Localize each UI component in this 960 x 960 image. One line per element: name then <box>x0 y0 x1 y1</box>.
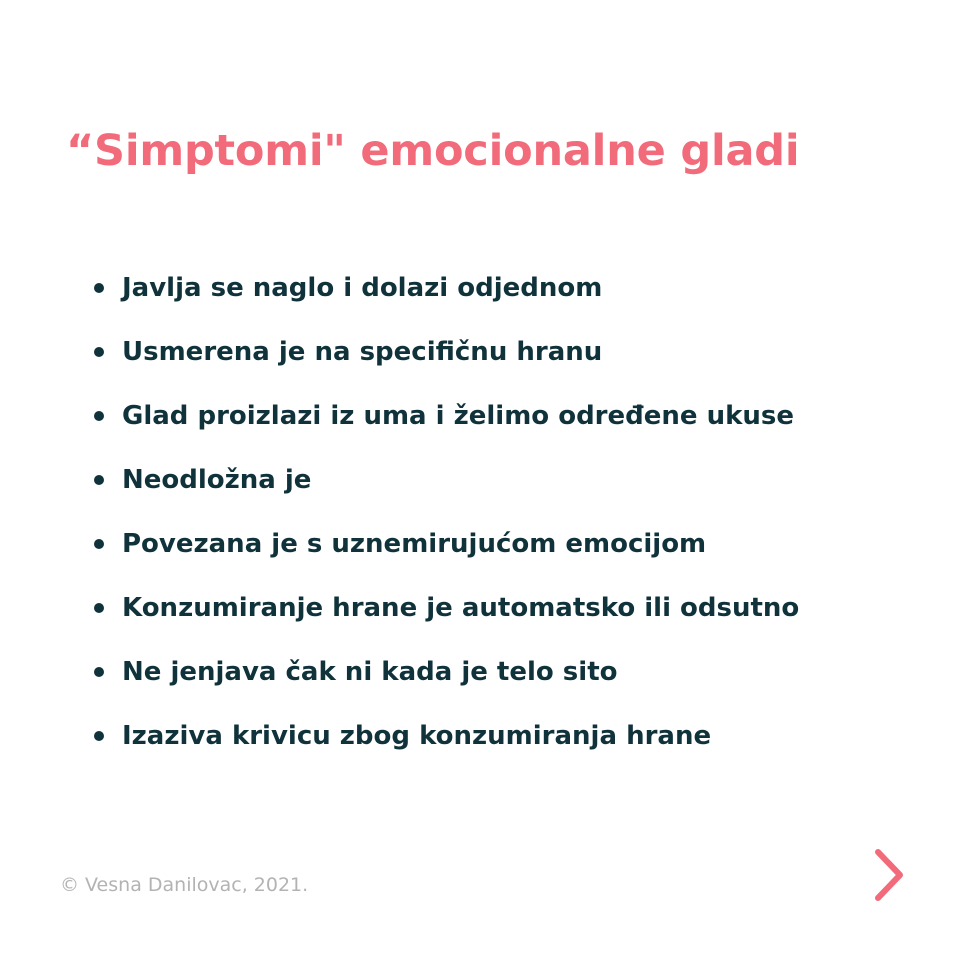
list-item <box>94 384 934 448</box>
bullet-icon <box>94 283 104 293</box>
list-item-text: Konzumiranje hrane je automatsko ili odsutno <box>122 593 800 623</box>
bullet-icon <box>94 347 104 357</box>
bullet-icon <box>94 475 104 485</box>
bullet-icon <box>94 539 104 549</box>
list-item-text: Usmerena je na specifičnu hranu <box>122 337 603 367</box>
list-item <box>94 640 934 704</box>
next-slide-button[interactable] <box>866 846 914 904</box>
list-item-text: Ne jenjava čak ni kada je telo sito <box>122 657 618 687</box>
list-item <box>94 320 934 384</box>
list-item-text: Neodložna je <box>122 465 312 495</box>
bullet-icon <box>94 603 104 613</box>
bullet-icon <box>94 731 104 741</box>
copyright-text: © Vesna Danilovac, 2021. <box>60 874 309 896</box>
list-item-text: Izaziva krivicu zbog konzumiranja hrane <box>122 721 712 751</box>
list-item <box>94 448 934 512</box>
slide-title: “Simptomi" emocionalne gladi <box>66 126 800 176</box>
bullet-icon <box>94 411 104 421</box>
list-item-text: Javlja se naglo i dolazi odjednom <box>122 273 603 303</box>
list-item <box>94 512 934 576</box>
list-item <box>94 576 934 640</box>
symptom-list <box>94 256 934 768</box>
list-item <box>94 256 934 320</box>
chevron-right-icon <box>866 846 914 904</box>
bullet-icon <box>94 667 104 677</box>
list-item-text: Povezana je s uznemirujućom emocijom <box>122 529 707 559</box>
list-item <box>94 704 934 768</box>
list-item-text: Glad proizlazi iz uma i želimo određene ukuse <box>122 401 795 431</box>
